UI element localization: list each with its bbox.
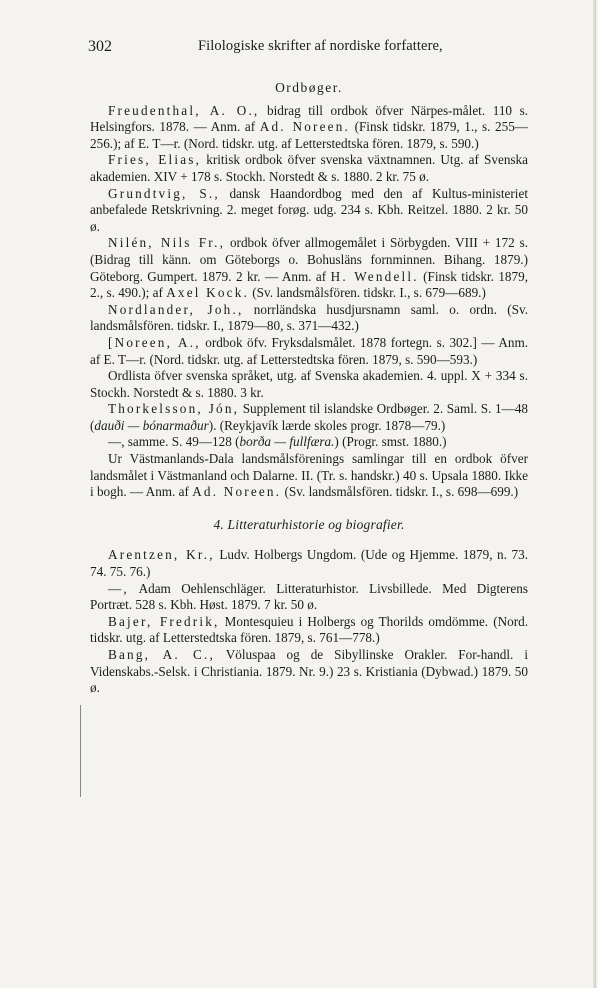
entry-author: Nordlander, Joh.,	[108, 301, 244, 317]
entry-author: Thorkelsson, Jón,	[108, 401, 240, 417]
entry-text: Montesquieu i Holbergs og Thorilds omdömme. (Nord. tidskr. utg. af Letterstedtska fören. 1879, s. 761—778.)	[90, 613, 528, 646]
entry-thorkelsson	[90, 401, 528, 434]
page-header	[88, 38, 508, 60]
entry-arentzen	[90, 547, 528, 580]
entry-author: Fries, Elias,	[108, 152, 202, 168]
entry-fries	[90, 152, 528, 185]
entry-author: Arentzen, Kr.,	[108, 547, 215, 563]
entry-author: [Noreen, A.,	[108, 334, 201, 350]
entry-text-continued-2: (Sv. landsmålsfören. tidskr. I., s. 679—689.)	[248, 285, 486, 301]
entry-noreen	[90, 335, 528, 368]
entry-author-reviewer-2: Axel Kock.	[166, 285, 249, 301]
entry-author: Bajer, Fredrik,	[108, 613, 220, 629]
page-edge-shadow	[593, 0, 596, 988]
entry-bajer	[90, 614, 528, 647]
entry-text: Ordlista öfver svenska språket, utg. af Svenska akademien. 4. uppl. X + 334 s. Stockh. Norstedt & s. 1880. 3 kr.	[90, 368, 528, 400]
entry-text: kritisk ordbok öfver svenska växtnamnen. Utg. af Svenska akademien. XIV + 178 s. Stockh. Norstedt & s. 1880. 2 kr. 75 ø.	[90, 152, 528, 184]
entry-text: dansk Haandordbog med den af Kultus-ministeriet anbefalede Retskrivning. 2. meget forøg. udg. 234 s. Kbh. Reitzel. 1880. 2 kr. 50 ø.	[90, 185, 528, 234]
entry-ordlista	[90, 368, 528, 401]
entry-bang	[90, 647, 528, 697]
entry-freudenthal	[90, 103, 528, 153]
entry-nordlander	[90, 302, 528, 335]
entry-author: Freudenthal, A. O.,	[108, 102, 260, 118]
entry-italic-range: borða — fullfæra.	[239, 434, 335, 450]
margin-pencil-mark	[80, 705, 81, 797]
running-head: Filologiske skrifter af nordiske forfattere,	[198, 38, 443, 54]
entry-text: ordbok öfv. Fryksdalsmålet. 1878 fortegn. s. 302.] — Anm. af E. T—r. (Nord. tidskr. utg. af Letterstedtska fören. 1879, s. 590—593.)	[90, 334, 528, 367]
entry-text-continued: (Sv. landsmålsfören. tidskr. I., s. 698—699.)	[281, 484, 519, 500]
entry-author: Nilén, Nils Fr.,	[108, 235, 226, 251]
entry-text-continued: ) (Progr. smst. 1880.)	[334, 434, 447, 450]
entry-text: norrländska husdjursnamn saml. o. ordn. (Sv. landsmålsfören. tidskr. I., 1879—80, s. 371—432.)	[90, 301, 528, 334]
entry-author-reviewer: H. Wendell.	[330, 268, 419, 284]
entry-italic-range: dauði — bónarmaður	[94, 417, 209, 433]
entry-author: Grundtvig, S.,	[108, 185, 220, 201]
entry-author: —,	[108, 580, 129, 596]
body-text	[90, 80, 528, 697]
entry-text: —, samme. S. 49—128 (	[108, 434, 240, 450]
entry-text: Adam Oehlenschläger. Litteraturhistor. Livsbillede. Med Digterens Portræt. 528 s. Kbh. Høst. 1879. 7 kr. 50 ø.	[90, 580, 528, 613]
entry-text: bidrag till ordbok öfver Närpes-målet. 110 s. Helsingfors. 1878. — Anm. af	[90, 102, 529, 135]
page-number: 302	[88, 38, 112, 55]
entry-author-reviewer: Ad. Noreen.	[259, 119, 351, 135]
entry-author: Bang, A. C.,	[108, 647, 215, 662]
entry-nilen	[90, 235, 528, 301]
entry-text-continued: (Finsk tidskr. 1879, 1., s. 255—256.); af E. T—r. (Nord. tidskr. utg. af Letterstedtska fören. 1879, s. 590.)	[90, 119, 528, 151]
entry-text: Ur Västmanlands-Dala landsmålsförenings samlingar till en ordbok öfver landsmålet i Västmanland och Dalarne. II. (Tr. s. handskr.) 40 s. Upsala 1880. Ikke i bogh. — Anm. af	[90, 451, 528, 500]
entry-text: ordbok öfver allmogemålet i Sörbygden. VIII + 172 s. (Bidrag till känn. om Göteborgs o. Bohusläns fornminnen. Bihang. 1879.) Göteborg. Gumpert. 1879. 2 kr. — Anm. af	[90, 235, 528, 284]
section-title-ordboger: Ordbøger.	[275, 80, 343, 95]
entry-arentzen-2	[90, 581, 528, 614]
entry-thorkelsson-2	[90, 434, 528, 451]
entry-text: Ludv. Holbergs Ungdom. (Ude og Hjemme. 1879, n. 73. 74. 75. 76.)	[90, 547, 528, 580]
entry-author-reviewer: Ad. Noreen.	[192, 484, 282, 500]
entry-text-continued: ). (Reykjavík lærde skoles progr. 1878—79.)	[208, 417, 446, 433]
entry-vastmanland	[90, 451, 528, 501]
entry-text: Supplement til islandske Ordbøger. 2. Saml. S. 1—48 (	[90, 401, 529, 433]
entry-text: Völuspaa og de Sibyllinske Orakler. For-handl. i Videnskabs.-Selsk. i Christiania. 1879. Nr. 9.) 23 s. Kristiania (Dybwad.) 1879. 50 ø.	[90, 647, 529, 696]
section-title-litteraturhistorie: 4. Litteraturhistorie og biografier.	[213, 516, 405, 532]
entry-grundtvig	[90, 186, 528, 236]
entry-text-continued: (Finsk tidskr. 1879, 2., s. 490.); af	[90, 268, 528, 301]
